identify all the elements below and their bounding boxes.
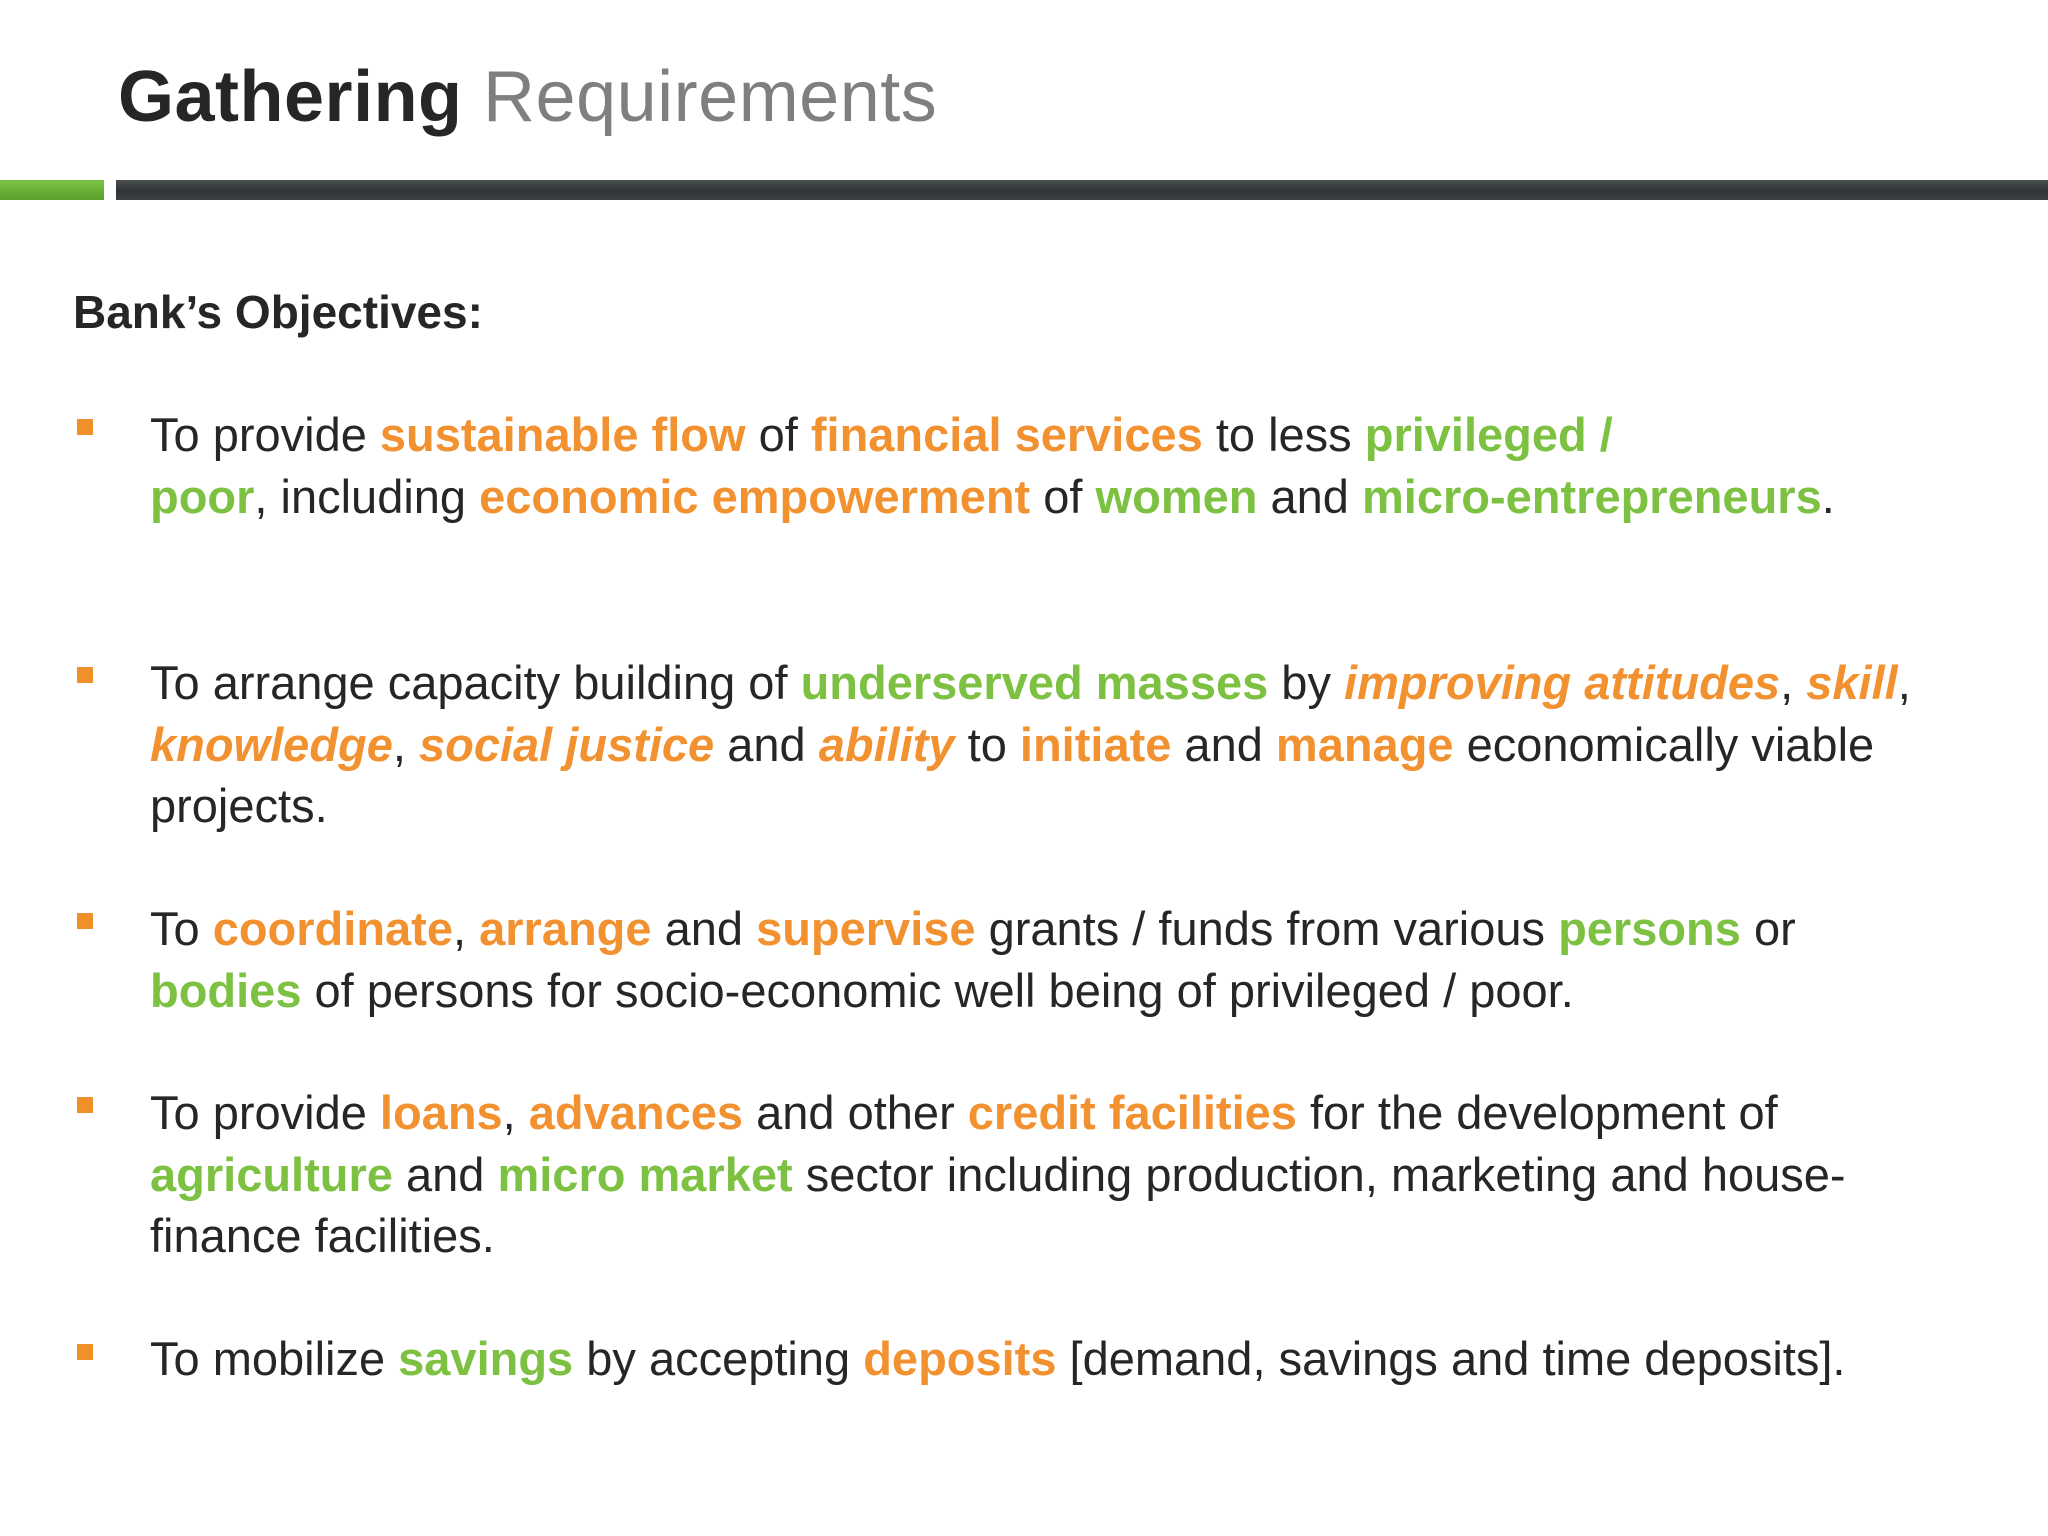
highlight: bodies [150,963,302,1017]
bullet-square-icon [77,913,93,929]
highlight: advances [528,1086,744,1139]
highlight: ability [818,717,955,771]
title-strong: Gathering [118,57,463,137]
highlight: coordinate [212,902,453,955]
highlight: knowledge [150,717,393,771]
highlight: skill [1806,656,1898,709]
bullet-text: To provide loans, advances and other credit facilities for the development of agriculture and micro market sector including production, marketing and house-finance facilities. [150,1086,1846,1262]
highlight: sustainable flow [379,408,746,461]
highlight: economic empowerment [479,469,1031,523]
title-light: Requirements [483,57,938,137]
bullet-square-icon [77,1097,93,1113]
highlight: privileged / [1364,408,1613,461]
section-heading: Bank’s Objectives: [73,286,483,338]
highlight: women [1095,469,1258,523]
bullet-square-icon [77,419,93,435]
bullet-text: To provide sustainable flow of financial services to less privileged / poor, including economic empowerment of women and micro-entrepreneurs. [150,408,1835,523]
highlight: poor [150,469,255,523]
highlight: underserved masses [800,656,1269,709]
highlight: improving attitudes [1344,656,1781,709]
highlight: deposits [863,1332,1057,1385]
highlight: persons [1558,902,1741,955]
highlight: supervise [756,902,976,955]
highlight: manage [1275,717,1454,771]
bullet-text: To arrange capacity building of underserved masses by improving attitudes, skill, knowledge, social justice and ability to initiate and manage economically viable projects. [150,656,1911,832]
bullet-text: To mobilize savings by accepting deposits [demand, savings and time deposits]. [150,1332,1846,1385]
highlight: loans [379,1086,503,1139]
bullet-square-icon [77,667,93,683]
highlight: financial services [810,408,1203,461]
highlight: micro market [497,1147,793,1201]
highlight: savings [398,1332,574,1385]
highlight: credit facilities [967,1086,1297,1139]
highlight: agriculture [150,1147,393,1201]
highlight: initiate [1019,717,1172,771]
bullet-text: To coordinate, arrange and supervise grants / funds from various persons or bodies of persons for socio-economic well being of privileged / poor. [150,902,1796,1017]
bullet-square-icon [77,1344,93,1360]
highlight: social justice [419,717,715,771]
highlight: arrange [479,902,652,955]
highlight: micro-entrepreneurs [1362,469,1822,523]
